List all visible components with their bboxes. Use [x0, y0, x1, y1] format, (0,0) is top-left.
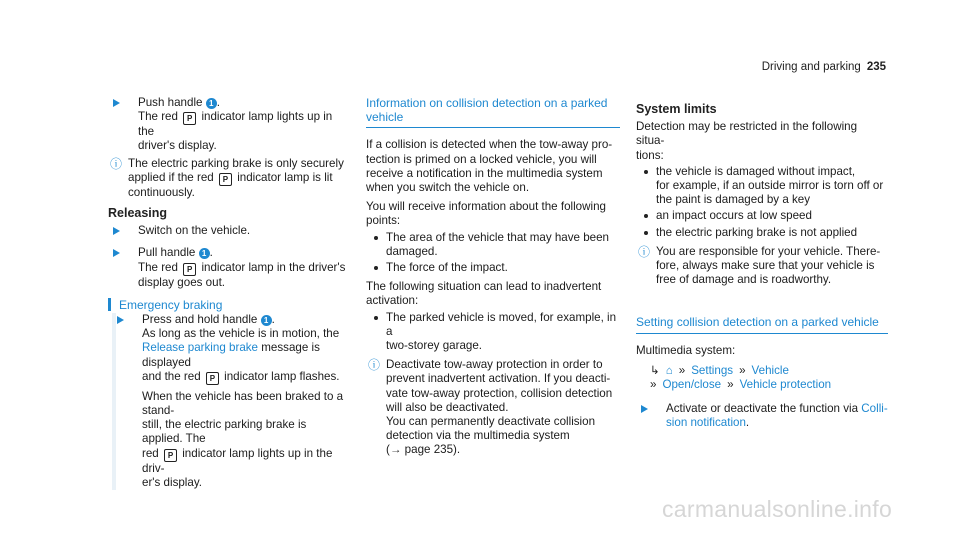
parking-brake-icon [183, 112, 196, 125]
step-pull-handle: Pull handle 1 . The red P indicator lamp in the driver's display goes out. [108, 246, 348, 289]
callout-1-icon: 1 [261, 315, 272, 326]
list-item: The parked vehicle is moved, for example, in a two-storey garage. [366, 311, 620, 354]
release-parking-brake-message: Release parking brake [142, 341, 259, 355]
step-arrow-icon [113, 249, 120, 257]
parking-brake-icon [219, 173, 232, 186]
step-switch-on: Switch on the vehicle. [108, 224, 348, 238]
column-right [636, 96, 888, 434]
chevron-right-icon: » [650, 378, 657, 392]
callout-1-icon: 1 [199, 248, 210, 259]
menu-intro: Multimedia system: [636, 343, 736, 357]
paragraph-collision-detected: If a collision is detected when the tow-away pro- tection is primed on a locked vehicle, you will receive a notification in the multimedia system when you switch the vehicle on. [366, 138, 613, 195]
parking-brake-icon [164, 449, 177, 462]
watermark: carmanualsonline.info [662, 496, 893, 522]
heading-collision-info: Information on collision detection on a parked vehicle [366, 96, 620, 128]
page-reference[interactable]: (→ page 235). [386, 443, 461, 457]
list-item: the vehicle is damaged without impact, for example, if an outside mirror is torn off or the paint is damaged by a key [636, 165, 888, 208]
list-item: the electric parking brake is not applied [636, 226, 888, 240]
chevron-right-icon: » [727, 378, 734, 392]
emergency-block [112, 313, 348, 490]
paragraph-inadvertent: The following situation can lead to inadvertent activation: [366, 280, 602, 308]
paragraph-detection-restricted: Detection may be restricted in the following situa- tions: [636, 120, 858, 162]
collision-notification-link[interactable]: sion notification [666, 416, 746, 430]
step-push-handle: Push handle 1 . The red P indicator lamp lights up in the driver's display. [108, 96, 348, 154]
paragraph-information-points: You will receive information about the following points: [366, 200, 606, 228]
list-item: The area of the vehicle that may have been damaged. [366, 231, 620, 259]
heading-releasing: Releasing [108, 206, 168, 221]
step-press-hold: Press and hold handle 1 . As long as the vehicle is in motion, the Release parking brake message is displayed and the red P indicator lamp flashes. When the vehicle has been braked to a stand- still, the electric parking brake is applied. The red P indicator lamp lights up in the driv- er's display. [116, 313, 348, 490]
heading-setting-collision: Setting collision detection on a parked vehicle [636, 315, 888, 333]
step-arrow-icon [117, 316, 124, 324]
note-responsible: ⓘ You are responsible for your vehicle. There- fore, always make sure that your vehicle is free of damage and is roadworthy. [638, 244, 881, 287]
callout-1-icon: 1 [206, 98, 217, 109]
collision-notification-link[interactable]: Colli- [861, 402, 888, 416]
page-header [762, 60, 886, 74]
menu-settings[interactable]: Settings [691, 363, 734, 377]
list-item: The force of the impact. [366, 261, 620, 275]
list-item: an impact occurs at low speed [636, 209, 888, 223]
heading-system-limits: System limits [636, 102, 717, 116]
step-activate: Activate or deactivate the function via Colli- sion notification. [636, 402, 888, 430]
column-left [108, 96, 348, 493]
note-deactivate-tow-away: ⓘ Deactivate tow-away protection in order to prevent inadvertent activation. If you deacti- vate tow-away protection, collision detection will also be deactivated. You can permanently deactivate collision detection via the multimedia system (→ page 235). [368, 358, 613, 457]
chevron-right-icon: » [678, 363, 686, 377]
info-icon: ⓘ [110, 156, 123, 171]
parking-brake-icon [206, 372, 219, 385]
step-arrow-icon [641, 405, 648, 413]
info-icon: ⓘ [368, 358, 381, 373]
step-arrow-icon [113, 99, 120, 107]
home-icon[interactable]: ⌂ [665, 363, 673, 377]
column-middle [366, 96, 620, 458]
menu-path [650, 364, 888, 392]
menu-open-close[interactable]: Open/close [662, 378, 722, 392]
parking-brake-icon [183, 263, 196, 276]
step-arrow-icon [113, 227, 120, 235]
menu-vehicle-protection[interactable]: Vehicle protection [739, 378, 832, 392]
note-securely-applied: ⓘ The electric parking brake is only securely applied if the red P indicator lamp is lit continuously. [108, 157, 348, 200]
page-number: 235 [866, 61, 886, 73]
return-arrow-icon: ↳ [650, 363, 660, 377]
chevron-right-icon: » [739, 363, 746, 377]
menu-vehicle[interactable]: Vehicle [751, 363, 789, 377]
heading-emergency-braking: Emergency braking [108, 298, 348, 313]
info-icon: ⓘ [638, 244, 651, 259]
section-title: Driving and parking [761, 61, 861, 73]
section-bar [108, 298, 111, 311]
